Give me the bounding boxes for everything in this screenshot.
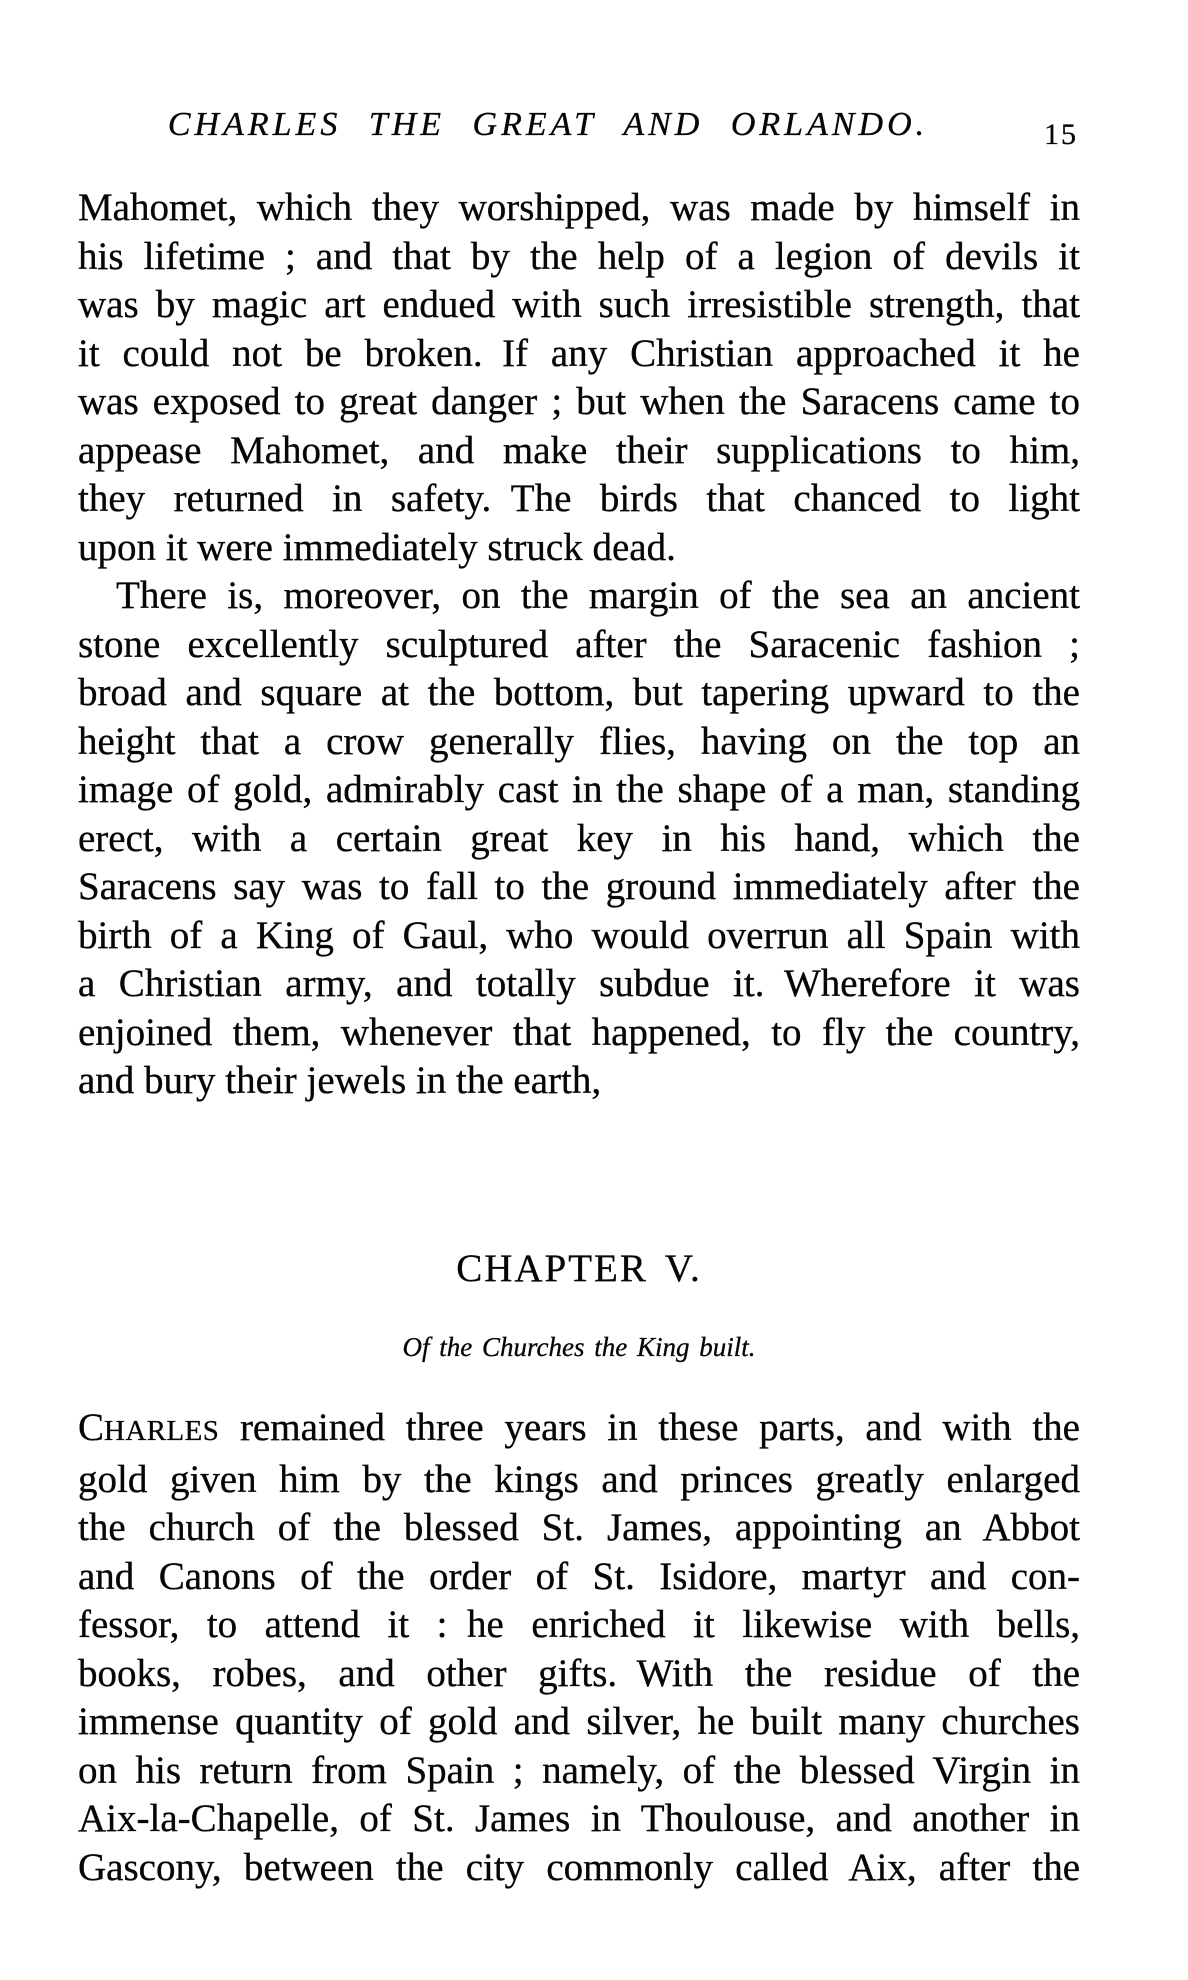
text-line: his lifetime ; and that by the help of a legion of devils it [78,234,1080,278]
text-line: image of gold, admirably cast in the shape of a man, standing [78,768,1080,811]
chapter-subtitle: Of the Churches the King built. [402,1332,756,1362]
text-line: stone excellently sculptured after the Saracenic fashion ; [78,622,1080,666]
text-line: gold given him by the kings and princes greatly enlarged [78,1457,1080,1501]
text-line: erect, with a certain great key in his hand, which the [78,816,1080,860]
body-text [78,184,1080,1106]
text-line: and Canons of the order of St. Isidore, martyr and con- [78,1554,1080,1598]
text-line: books, robes, and other gifts. With the residue of the [78,1651,1080,1695]
text-line: fessor, to attend it : he enriched it likewise with bells, [78,1603,1080,1646]
chapter-heading: CHAPTER V. [456,1247,702,1290]
text-line: height that a crow generally flies, having on the top an [78,719,1080,763]
running-header: CHARLES THE GREAT AND ORLANDO. [167,106,929,143]
text-line: was by magic art endued with such irresistible strength, that [78,283,1080,326]
text-line: they returned in safety. The birds that chanced to light [78,477,1080,520]
text-line: was exposed to great danger ; but when the Saracens came to [78,380,1080,423]
lead-smallcaps: HARLES [104,1415,220,1447]
text-line: birth of a King of Gaul, who would overrun all Spain with [78,913,1080,957]
text-line: on his return from Spain ; namely, of the blessed Virgin in [78,1748,1080,1792]
text-line: a Christian army, and totally subdue it. Wherefore it was [78,962,1080,1005]
text-line: broad and square at the bottom, but tapering upward to the [78,671,1080,714]
text-line: Saracens say was to fall to the ground immediately after the [78,865,1080,908]
text-line: appease Mahomet, and make their supplications to him, [78,428,1080,472]
text-line: Gascony, between the city commonly called Aix, after the [78,1845,1080,1889]
text-line: upon it were immediately struck dead. [78,525,676,569]
text-line: CHARLES remained three years in these parts, and with the [78,1406,1080,1449]
lead-capital: C [78,1406,105,1449]
page-number: 15 [1044,118,1078,151]
text-line: immense quantity of gold and silver, he built many churches [78,1700,1080,1743]
text-line: the church of the blessed St. James, appointing an Abbot [78,1506,1080,1549]
text-line: Aix-la-Chapelle, of St. James in Thoulouse, and another in [78,1797,1080,1840]
text-line: enjoined them, whenever that happened, to fly the country, [78,1010,1080,1054]
text-line: Mahomet, which they worshipped, was made by himself in [78,186,1080,229]
text-line: it could not be broken. If any Christian approached it he [78,331,1080,375]
text-line: and bury their jewels in the earth, [78,1059,602,1102]
chapter-body-text [78,1404,1080,1892]
text-line: There is, moreover, on the margin of the sea an ancient [116,574,1080,617]
